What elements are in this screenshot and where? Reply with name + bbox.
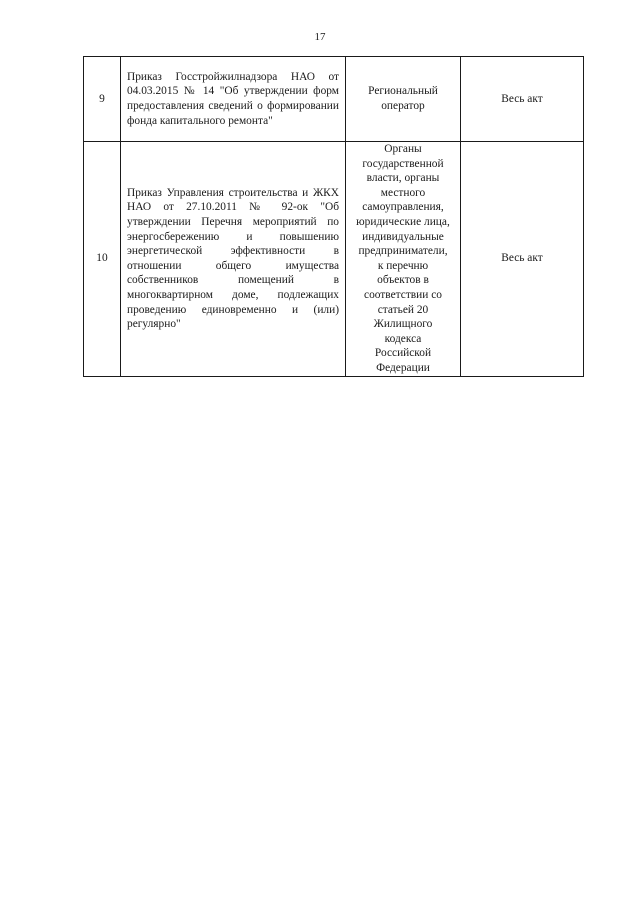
scope-cell: Весь акт	[461, 57, 584, 142]
row-number-cell: 10	[84, 142, 121, 377]
subjects-text: Региональный оператор	[368, 85, 438, 112]
row-number-cell: 9	[84, 57, 121, 142]
document-title: Приказ Госстройжилнадзора НАО от 04.03.2015 № 14 "Об утверждении форм предоставления сведений о формировании фонда капитального ремонта"	[127, 70, 339, 127]
scope-cell: Весь акт	[461, 142, 584, 377]
document-title: Приказ Управления строительства и ЖКХ НАО от 27.10.2011 № 92-ок "Об утверждении Перечня мероприятий по энергосбережению и повышению энергетической эффективности в отношении общего имущества собственников помещений в многоквартирном доме, подлежащих проведению единовременно и (или) регулярно"	[127, 186, 339, 331]
subjects-cell	[346, 57, 461, 142]
acts-table	[83, 56, 584, 377]
table-row	[84, 142, 584, 377]
document-cell	[121, 142, 346, 377]
page-number: 17	[314, 31, 326, 43]
subjects-cell	[346, 142, 461, 377]
subjects-text: Органы государственной власти, органы местного самоуправления, юридические лица, индивидуальные предприниматели, к перечню объектов в соответствии со статьей 20 Жилищного кодекса Российской Федерации	[356, 143, 450, 374]
table-row	[84, 57, 584, 142]
document-cell	[121, 57, 346, 142]
